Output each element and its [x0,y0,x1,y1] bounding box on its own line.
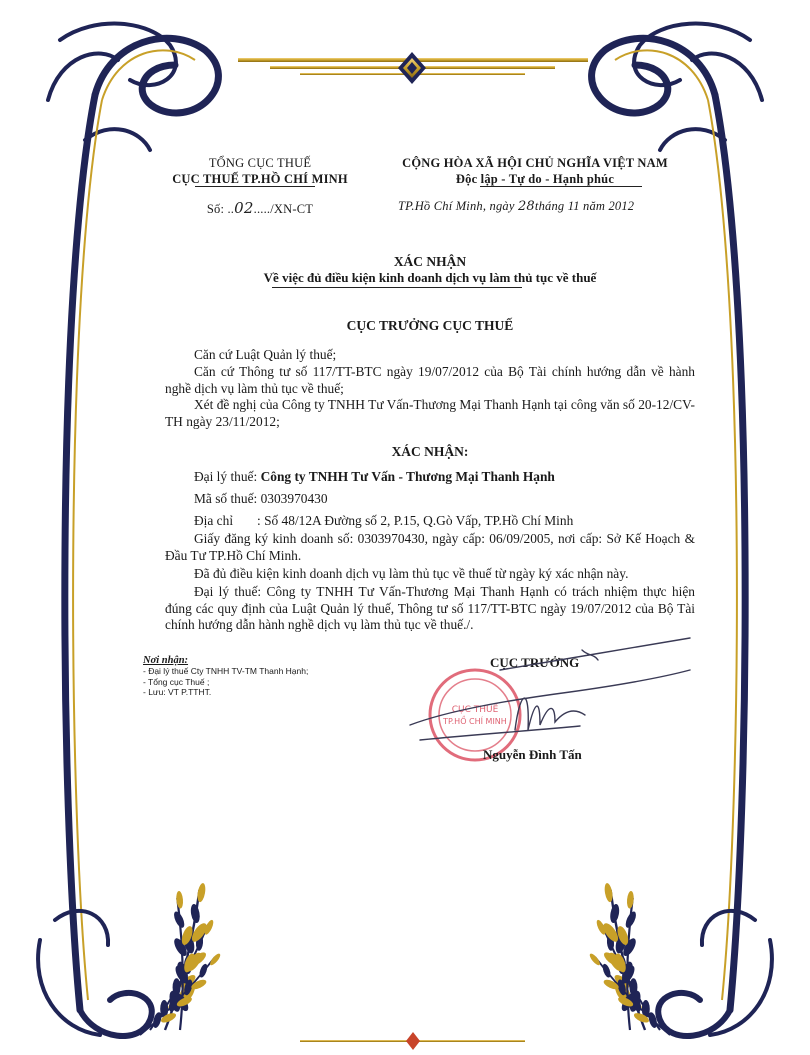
document-number-label: Số: .. [206,202,235,216]
document-title: XÁC NHẬN [393,254,467,269]
issue-date [398,199,698,214]
business-license: Giấy đăng ký kinh doanh số: 0303970430, ngày cấp: 06/09/2005, nơi cấp: Sở Kế Hoạch & Đầu Tư TP.Hồ Chí Minh. [165,531,695,563]
recipients [143,655,403,698]
national-motto: Độc lập - Tự do - Hạnh phúc [455,172,615,186]
address-label: Địa chỉ [194,513,234,528]
confirm-heading: XÁC NHẬN: [391,444,469,459]
subtitle-rule [272,287,522,288]
svg-text:TP.HỒ CHÍ MINH: TP.HỒ CHÍ MINH [443,717,507,726]
signatory-name: Nguyễn Đình Tấn [483,747,582,762]
issue-date-day: 28 [517,199,535,214]
tax-code-line [165,491,695,508]
agent-name-line [165,469,695,486]
issuer-heading: CỤC TRƯỞNG CỤC THUẾ [346,318,514,333]
agency-name: CỤC THUẾ TP.HỒ CHÍ MINH [172,172,348,186]
statement-paragraph: Đại lý thuế: Công ty TNHH Tư Vấn-Thương Mại Thanh Hạnh có trách nhiệm thực hiện đúng các quy định của Luật Quản lý thuế, Thông tư số 117/TT-BTC ngày 19/07/2012 của Bộ Tài chính hướng dẫn hành nghề dịch vụ làm thủ tục về thuế./. [165,584,695,632]
header-right [380,156,690,187]
recipient-item: - Đại lý thuế Cty TNHH TV-TM Thanh Hạnh; [143,666,309,676]
recipient-item: - Lưu: VT P.TTHT. [143,687,212,697]
national-title: CỘNG HÒA XÃ HỘI CHỦ NGHĨA VIỆT NAM [402,156,668,170]
agent-name: Công ty TNHH Tư Vấn - Thương Mại Thanh Hạnh [260,469,555,484]
address-value: : Số 48/12A Đường số 2, P.15, Q.Gò Vấp, TP.Hồ Chí Minh [257,513,574,528]
basis-paragraph: Căn cứ Thông tư số 117/TT-BTC ngày 19/07/2012 của Bộ Tài chính hướng dẫn về hành nghề dịch vụ làm thủ tục về thuế; [165,364,695,396]
document-number-handwritten: 02 [234,199,254,217]
tax-code-value: 0303970430 [260,491,328,506]
tax-code-label: Mã số thuế: [194,491,258,506]
basis-paragraph: Xét đề nghị của Công ty TNHH Tư Vấn-Thương Mại Thanh Hạnh tại công văn số 20-12/CV-TH ngày 23/11/2012; [165,397,695,429]
statement-paragraph: Đã đủ điều kiện kinh doanh dịch vụ làm thủ tục về thuế từ ngày ký xác nhận này. [194,566,629,581]
agency-parent: TỔNG CỤC THUẾ [208,156,312,170]
recipient-item: - Tổng cục Thuế ; [143,676,210,687]
issue-date-prefix: TP.Hồ Chí Minh, ngày [398,199,518,213]
motto-rule [480,186,642,187]
document-subtitle: Về việc đủ điều kiện kinh doanh dịch vụ làm thủ tục về thuế [263,270,597,285]
document-number-suffix: ...../XN-CT [253,202,314,216]
issue-date-suffix: tháng 11 năm 2012 [534,199,635,213]
recipients-heading: Nơi nhận: [143,655,189,666]
agent-label: Đại lý thuế: [194,469,258,484]
header-left-rule [195,186,315,187]
signature-title: CỤC TRƯỞNG [490,655,580,670]
address-line [165,513,695,530]
svg-text:CỤC THUẾ: CỤC THUẾ [451,705,499,715]
document-number [160,199,360,217]
basis-paragraph: Căn cứ Luật Quản lý thuế; [194,347,337,362]
